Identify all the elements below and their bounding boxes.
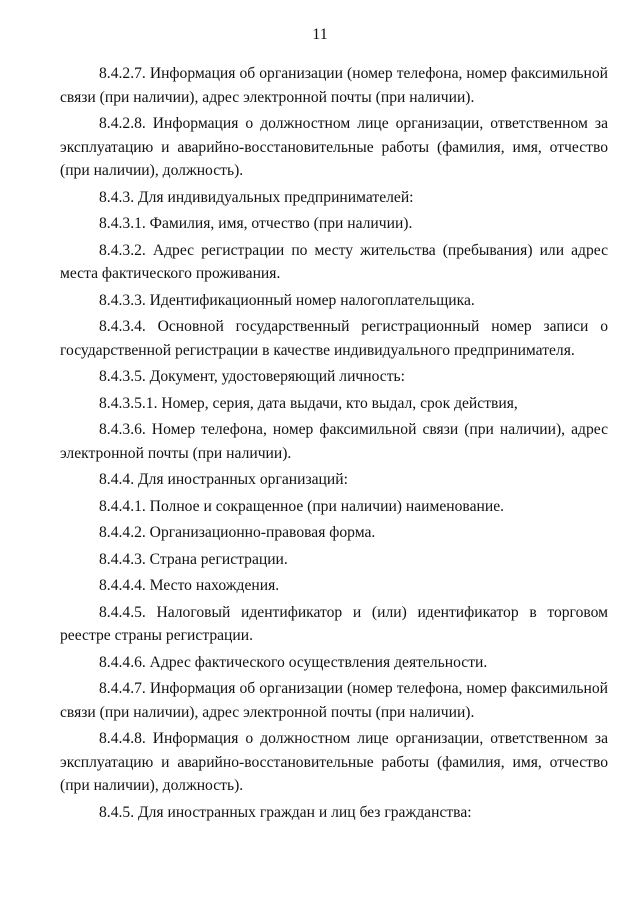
page-number: 11 xyxy=(312,26,328,43)
paragraph: 8.4.4.1. Полное и сокращенное (при наличии) наименование. xyxy=(99,497,505,515)
paragraph: 8.4.2.7. Информация об организации (номер телефона, номер факсимильной связи (при наличии), адрес электронной почты (при наличии). xyxy=(60,65,608,106)
paragraph: 8.4.3.1. Фамилия, имя, отчество (при наличии). xyxy=(99,215,413,232)
paragraph: 8.4.3.4. Основной государственный регистрационный номер записи о государственной регистрации в качестве индивидуального предпринимателя. xyxy=(60,318,608,359)
paragraph: 8.4.4.3. Страна регистрации. xyxy=(99,550,288,568)
paragraph: 8.4.4.5. Налоговый идентификатор и (или) идентификатор в торговом реестре страны регистрации. xyxy=(60,603,608,644)
paragraph: 8.4.4. Для иностранных организаций: xyxy=(99,471,348,488)
paragraph: 8.4.3.3. Идентификационный номер налогоплательщика. xyxy=(99,291,475,309)
paragraph: 8.4.3.2. Адрес регистрации по месту жительства (пребывания) или адрес места фактического проживания. xyxy=(60,241,608,282)
paragraph: 8.4.4.7. Информация об организации (номер телефона, номер факсимильной связи (при наличии), адрес электронной почты (при наличии). xyxy=(60,680,608,721)
paragraph: 8.4.4.2. Организационно-правовая форма. xyxy=(99,524,376,541)
paragraph: 8.4.3.6. Номер телефона, номер факсимильной связи (при наличии), адрес электронной почты (при наличии). xyxy=(60,421,608,462)
paragraph: 8.4.2.8. Информация о должностном лице организации, ответственном за эксплуатацию и аварийно-восстановительные работы (фамилия, имя, отчество (при наличии), должность). xyxy=(60,115,608,179)
paragraph: 8.4.5. Для иностранных граждан и лиц без гражданства: xyxy=(99,803,472,821)
paragraph: 8.4.3.5. Документ, удостоверяющий личность: xyxy=(99,368,405,385)
paragraph: 8.4.3.5.1. Номер, серия, дата выдачи, кто выдал, срок действия, xyxy=(99,394,518,412)
paragraph: 8.4.3. Для индивидуальных предпринимателей: xyxy=(99,188,414,206)
paragraph: 8.4.4.8. Информация о должностном лице организации, ответственном за эксплуатацию и аварийно-восстановительные работы (фамилия, имя, отчество (при наличии), должность). xyxy=(60,730,608,794)
document-body xyxy=(60,62,608,827)
paragraph: 8.4.4.6. Адрес фактического осуществления деятельности. xyxy=(99,653,488,671)
paragraph: 8.4.4.4. Место нахождения. xyxy=(99,577,280,594)
